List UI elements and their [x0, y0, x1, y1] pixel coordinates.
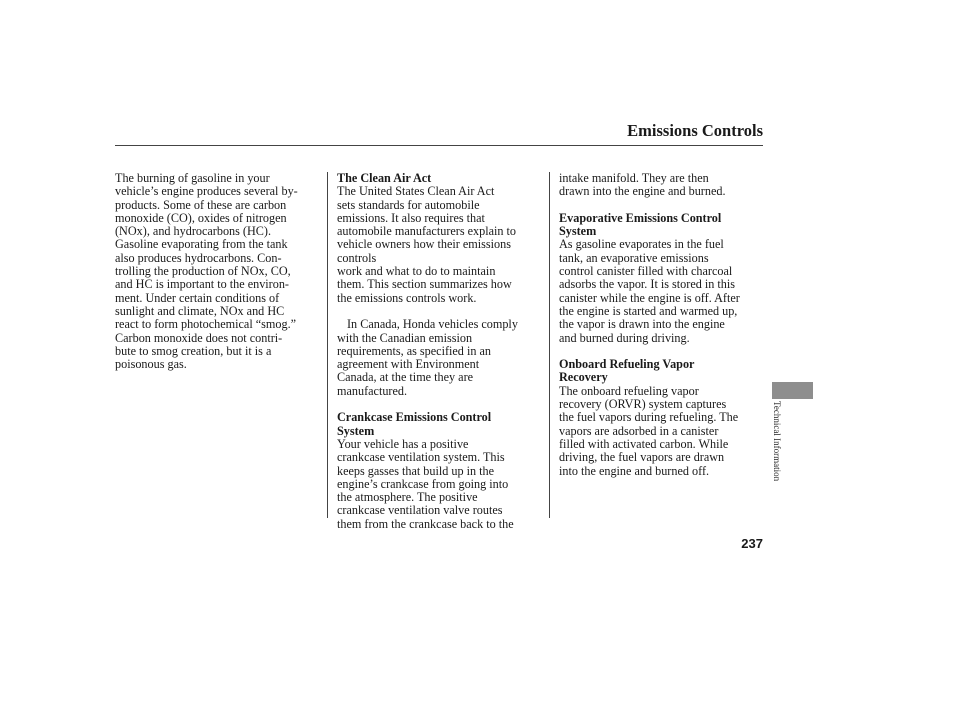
crankcase-paragraph: Your vehicle has a positive crankcase ventilation system. This keeps gasses that build up in the engine’s crankcase from going into the atmosphere. The positive crankcase ventilation valve routes them from the crankcase back to the	[337, 436, 514, 531]
crankcase-continued-paragraph: intake manifold. They are then drawn into the engine and burned.	[559, 171, 726, 199]
column-divider-2	[549, 172, 550, 518]
page-number: 237	[741, 536, 763, 551]
clean-air-act-heading: The Clean Air Act	[337, 171, 432, 185]
clean-air-act-paragraph: The United States Clean Air Act sets standards for automobile emissions. It also requires that automobile manufacturers explain to vehicle owners how their emissions controls work and what to do to maintain them. This section summarizes how the emissions controls work.	[337, 184, 517, 305]
title-rule	[115, 145, 763, 146]
orvr-paragraph: The onboard refueling vapor recovery (ORVR) system captures the fuel vapors during refueling. The vapors are adsorbed in a canister filled with activated carbon. While driving, the fuel vapors are drawn into the engine and burned off.	[559, 383, 739, 478]
evaporative-heading: Evaporative Emissions Control System	[559, 210, 722, 239]
section-tab	[772, 382, 813, 399]
evaporative-paragraph: As gasoline evaporates in the fuel tank, an evaporative emissions control canister filled with charcoal adsorbs the vapor. It is stored in this canister while the engine is off. After the engine is started and warmed up, the vapor is drawn into the engine and burned during driving.	[559, 237, 740, 345]
text-column-1	[115, 172, 325, 371]
page-title: Emissions Controls	[627, 121, 763, 140]
intro-paragraph: The burning of gasoline in your vehicle’s engine produces several by- products. Some of these are carbon monoxide (CO), oxides of nitrogen (NOx), and hydrocarbons (HC). Gasoline evaporating from the tank also produces hydrocarbons. Con- trolling the production of NOx, CO, and HC is important to the environ- ment. Under certain conditions of sunlight and climate, NOx and HC react to form photochemical “smog.” Carbon monoxide does not contri- bute to smog creation, but it is a poisonous gas.	[115, 171, 298, 372]
canada-paragraph: In Canada, Honda vehicles comply with the Canadian emission requirements, as specified in an agreement with Environment Canada, at the time they are manufactured.	[337, 317, 518, 398]
section-tab-label: Technical Information	[772, 401, 782, 482]
column-divider-1	[327, 172, 328, 518]
orvr-heading: Onboard Refueling Vapor Recovery	[559, 357, 695, 385]
text-column-2	[337, 172, 549, 531]
text-column-3	[559, 172, 769, 478]
crankcase-heading: Crankcase Emissions Control System	[337, 410, 492, 438]
